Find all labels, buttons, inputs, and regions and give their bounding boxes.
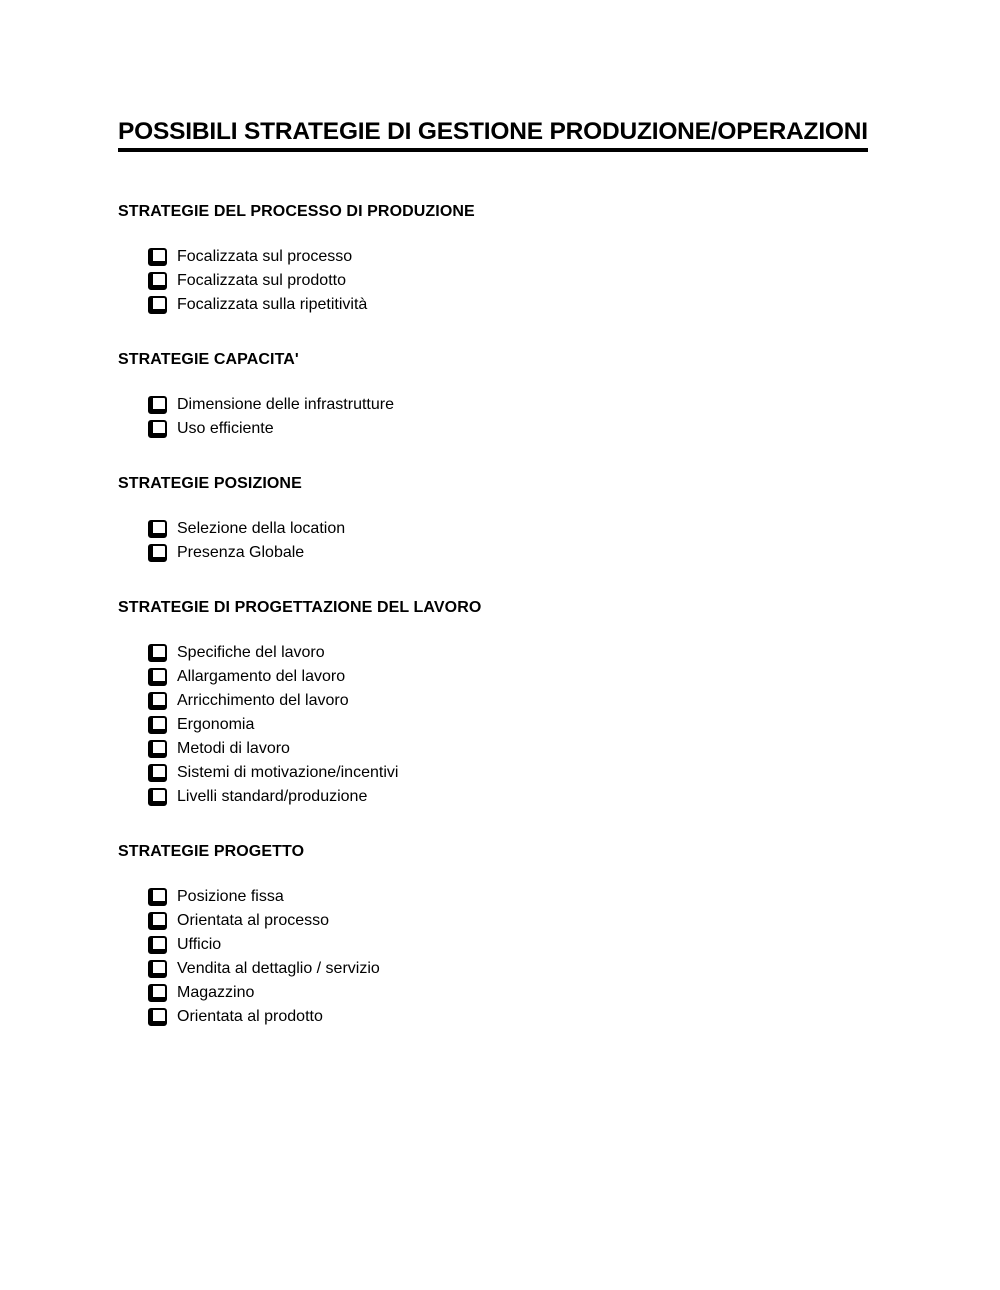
checklist-item-label: Sistemi di motivazione/incentivi <box>177 764 399 781</box>
checklist-item-label: Focalizzata sul prodotto <box>177 272 346 289</box>
checklist-item <box>118 245 900 269</box>
checkbox-icon[interactable] <box>148 984 167 1002</box>
checklist-item <box>118 269 900 293</box>
checklist-item <box>118 689 900 713</box>
checklist-item <box>118 541 900 565</box>
checkbox-icon[interactable] <box>148 420 167 438</box>
checkbox-icon[interactable] <box>148 1008 167 1026</box>
checkbox-icon[interactable] <box>148 912 167 930</box>
checklist-item-label: Uso efficiente <box>177 420 274 437</box>
checklist-item <box>118 713 900 737</box>
checklist-item-label: Arricchimento del lavoro <box>177 692 349 709</box>
checklist-item-label: Presenza Globale <box>177 544 305 561</box>
checklist-item-label: Specifiche del lavoro <box>177 644 325 661</box>
checklist-item <box>118 909 900 933</box>
checklist <box>118 517 900 565</box>
checklist-item <box>118 737 900 761</box>
section <box>118 351 900 441</box>
checklist-item <box>118 417 900 441</box>
checklist-item-label: Orientata al processo <box>177 912 330 929</box>
section-heading: STRATEGIE CAPACITA' <box>118 351 299 368</box>
checkbox-icon[interactable] <box>148 788 167 806</box>
checklist-item-label: Magazzino <box>177 984 255 1001</box>
checklist-item <box>118 665 900 689</box>
checklist-item <box>118 785 900 809</box>
section-heading: STRATEGIE DI PROGETTAZIONE DEL LAVORO <box>118 599 482 616</box>
checklist-item-label: Focalizzata sul processo <box>177 248 353 265</box>
checklist-item <box>118 393 900 417</box>
checklist-item-label: Orientata al prodotto <box>177 1008 323 1025</box>
section-heading: STRATEGIE DEL PROCESSO DI PRODUZIONE <box>118 203 475 220</box>
checkbox-icon[interactable] <box>148 764 167 782</box>
checkbox-icon[interactable] <box>148 272 167 290</box>
checklist-item-label: Ufficio <box>177 936 222 953</box>
checklist-item <box>118 641 900 665</box>
section <box>118 203 900 317</box>
checklist <box>118 641 900 809</box>
checkbox-icon[interactable] <box>148 544 167 562</box>
checklist-item-label: Metodi di lavoro <box>177 740 290 757</box>
section <box>118 475 900 565</box>
checklist-item <box>118 981 900 1005</box>
checklist-item <box>118 761 900 785</box>
checkbox-icon[interactable] <box>148 644 167 662</box>
checklist-item <box>118 885 900 909</box>
section-heading: STRATEGIE POSIZIONE <box>118 475 302 492</box>
checklist-item-label: Selezione della location <box>177 520 346 537</box>
checklist <box>118 245 900 317</box>
checklist-item-label: Posizione fissa <box>177 888 284 905</box>
checklist-item <box>118 957 900 981</box>
checkbox-icon[interactable] <box>148 936 167 954</box>
checkbox-icon[interactable] <box>148 888 167 906</box>
checklist <box>118 393 900 441</box>
checkbox-icon[interactable] <box>148 960 167 978</box>
section-heading: STRATEGIE PROGETTO <box>118 843 305 860</box>
checklist-item-label: Ergonomia <box>177 716 255 733</box>
checklist-item-label: Focalizzata sulla ripetitività <box>177 296 368 313</box>
checkbox-icon[interactable] <box>148 668 167 686</box>
section <box>118 599 900 809</box>
checkbox-icon[interactable] <box>148 296 167 314</box>
document-title: POSSIBILI STRATEGIE DI GESTIONE PRODUZIONE/OPERAZIONI <box>118 118 868 152</box>
checklist-item-label: Livelli standard/produzione <box>177 788 368 805</box>
checklist-item <box>118 1005 900 1029</box>
checkbox-icon[interactable] <box>148 716 167 734</box>
checklist-item-label: Dimensione delle infrastrutture <box>177 396 394 413</box>
checklist <box>118 885 900 1029</box>
checkbox-icon[interactable] <box>148 520 167 538</box>
section <box>118 843 900 1029</box>
checklist-item-label: Vendita al dettaglio / servizio <box>177 960 380 977</box>
checklist-item <box>118 517 900 541</box>
checklist-item <box>118 293 900 317</box>
checklist-item <box>118 933 900 957</box>
checkbox-icon[interactable] <box>148 692 167 710</box>
sections-container <box>118 203 900 1029</box>
checkbox-icon[interactable] <box>148 740 167 758</box>
checklist-item-label: Allargamento del lavoro <box>177 668 346 685</box>
checkbox-icon[interactable] <box>148 396 167 414</box>
checkbox-icon[interactable] <box>148 248 167 266</box>
